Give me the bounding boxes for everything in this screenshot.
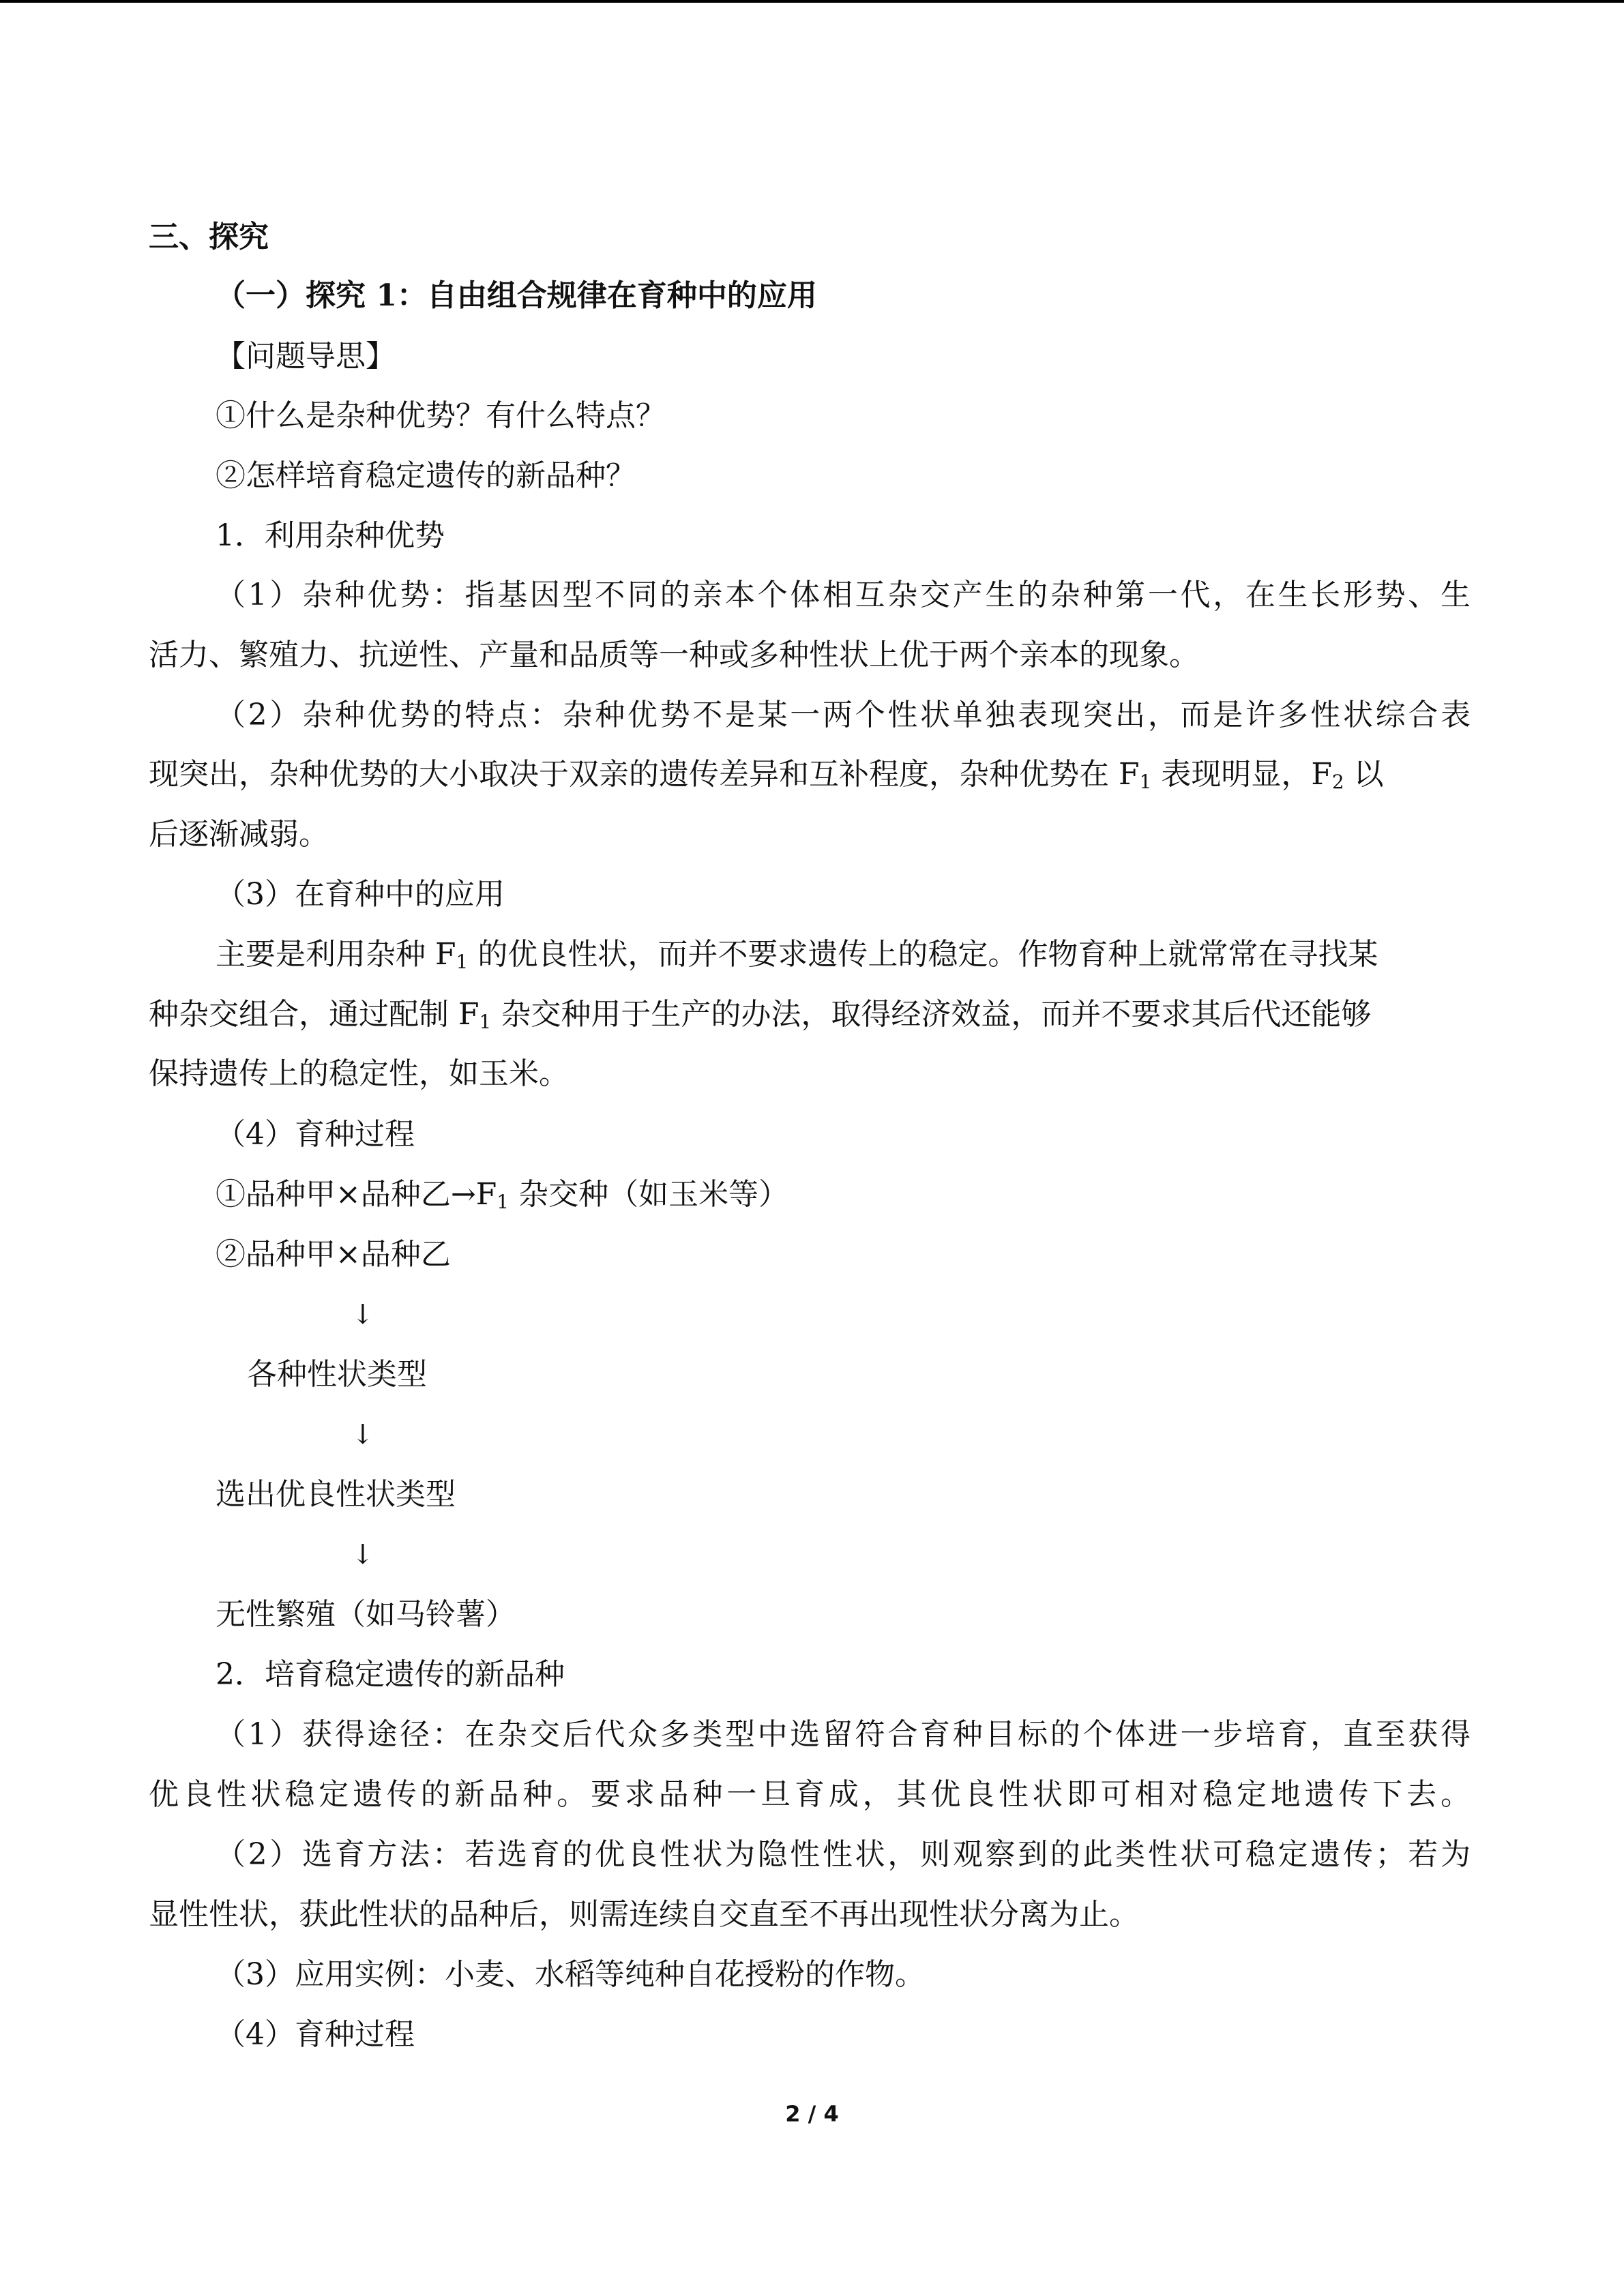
section-title: （一）探究 1：自由组合规律在育种中的应用: [216, 278, 817, 313]
section-heading: 三、探究: [149, 220, 269, 254]
part1-p2-line2: [149, 754, 1384, 795]
part1-p3-line2: [149, 994, 1371, 1035]
subscript: 1: [479, 1011, 492, 1033]
flow2-start: ②品种甲×品种乙: [216, 1237, 451, 1272]
subscript: 1: [497, 1191, 510, 1213]
subscript: 1: [456, 951, 469, 973]
part2-title: 2．培育稳定遗传的新品种: [216, 1657, 565, 1692]
part2-p2-line1: （2）选育方法：若选育的优良性状为隐性性状，则观察到的此类性状可稳定遗传；若为: [216, 1837, 1471, 1872]
part2-p1-line2: 优良性状稳定遗传的新品种。要求品种一旦育成，其优良性状即可相对稳定地遗传下去。: [149, 1777, 1471, 1812]
part2-p2-line2: 显性性状，获此性状的品种后，则需连续自交直至不再出现性状分离为止。: [149, 1897, 1139, 1932]
guide-label: 【问题导思】: [216, 339, 396, 374]
down-arrow-icon: ↓: [351, 1419, 374, 1450]
part1-p4-title: （4）育种过程: [216, 1117, 415, 1152]
flow2-step4: 无性繁殖（如马铃薯）: [216, 1597, 516, 1632]
flow1: [216, 1174, 788, 1215]
part1-p3-title: （3）在育种中的应用: [216, 877, 505, 912]
part2-p1-line1: （1）获得途径：在杂交后代众多类型中选留符合育种目标的个体进一步培育，直至获得: [216, 1717, 1471, 1752]
down-arrow-icon: ↓: [351, 1539, 374, 1570]
part2-p3: （3）应用实例：小麦、水稻等纯种自花授粉的作物。: [216, 1957, 925, 1992]
flow2-step3: 选出优良性状类型: [216, 1477, 456, 1512]
part1-title: 1．利用杂种优势: [216, 518, 445, 553]
page-number: 2 / 4: [785, 2101, 839, 2127]
subscript: 2: [1331, 771, 1344, 793]
text-run: 杂交种（如玉米等）: [509, 1177, 789, 1212]
flow2-step2: 各种性状类型: [247, 1357, 427, 1392]
part1-p2-line1: （2）杂种优势的特点：杂种优势不是某一两个性状单独表现突出，而是许多性状综合表: [216, 698, 1471, 732]
text-run: 主要是利用杂种 F: [216, 937, 456, 972]
text-run: 以: [1344, 757, 1384, 792]
subscript: 1: [1139, 771, 1152, 793]
text-run: 表现明显，F: [1151, 757, 1332, 792]
down-arrow-icon: ↓: [351, 1299, 374, 1330]
text-run: 的优良性状，而并不要求遗传上的稳定。作物育种上就常常在寻找某: [468, 937, 1378, 972]
part1-p1-line2: 活力、繁殖力、抗逆性、产量和品质等一种或多种性状上优于两个亲本的现象。: [149, 638, 1199, 672]
part1-p3-line3: 保持遗传上的稳定性，如玉米。: [149, 1056, 569, 1091]
part1-p1-line1: （1）杂种优势：指基因型不同的亲本个体相互杂交产生的杂种第一代，在生长形势、生: [216, 578, 1471, 612]
part1-p3-line1: [216, 934, 1378, 975]
question-1: ①什么是杂种优势？有什么特点？: [216, 398, 666, 433]
part1-p2-line3: 后逐渐减弱。: [149, 817, 329, 852]
part2-p4-title: （4）育种过程: [216, 2017, 415, 2052]
text-run: 种杂交组合，通过配制 F: [149, 997, 479, 1032]
text-run: ①品种甲×品种乙→F: [216, 1177, 497, 1212]
question-2: ②怎样培育稳定遗传的新品种？: [216, 458, 636, 493]
text-run: 杂交种用于生产的办法，取得经济效益，而并不要求其后代还能够: [491, 997, 1372, 1032]
text-run: 现突出，杂种优势的大小取决于双亲的遗传差异和互补程度，杂种优势在 F: [149, 757, 1140, 792]
